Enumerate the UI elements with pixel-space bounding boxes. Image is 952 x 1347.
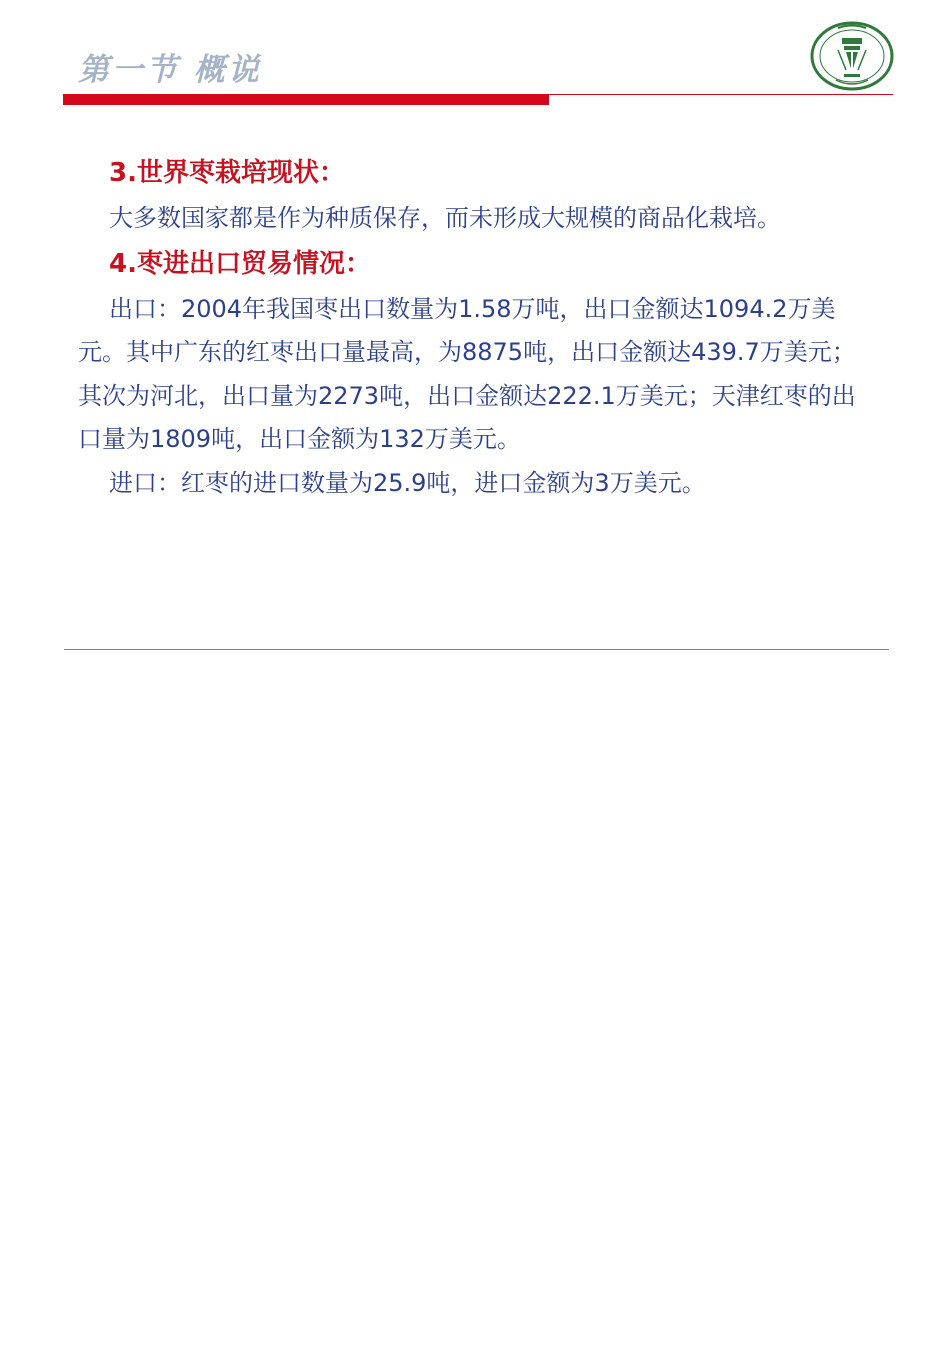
page-title: 第一节 概说 [78, 52, 262, 88]
footer-divider-line [64, 649, 889, 650]
section-heading: 4.枣进出口贸易情况： [109, 248, 371, 279]
section-heading: 3.世界枣栽培现状： [109, 158, 345, 188]
section-trade [78, 241, 878, 506]
main-content [78, 150, 878, 505]
section-paragraph: 大多数国家都是作为种质保存，而未形成大规模的商品化栽培。 [109, 204, 781, 232]
header-divider-line [549, 94, 893, 95]
header-accent-bar [63, 94, 549, 105]
section-paragraph-export: 出口：2004年我国枣出口数量为1.58万吨，出口金额达1094.2万美元。其中广东的红枣出口量最高，为8875吨，出口金额达439.7万美元；其次为河北，出口量为2273吨，出口金额达222.1万美元；天津红枣的出口量为1809吨，出口金额为132万美元。 [78, 294, 856, 453]
section-world-cultivation [78, 150, 878, 241]
university-logo-icon [808, 20, 896, 92]
section-paragraph-import: 进口：红枣的进口数量为25.9吨，进口金额为3万美元。 [109, 468, 706, 497]
